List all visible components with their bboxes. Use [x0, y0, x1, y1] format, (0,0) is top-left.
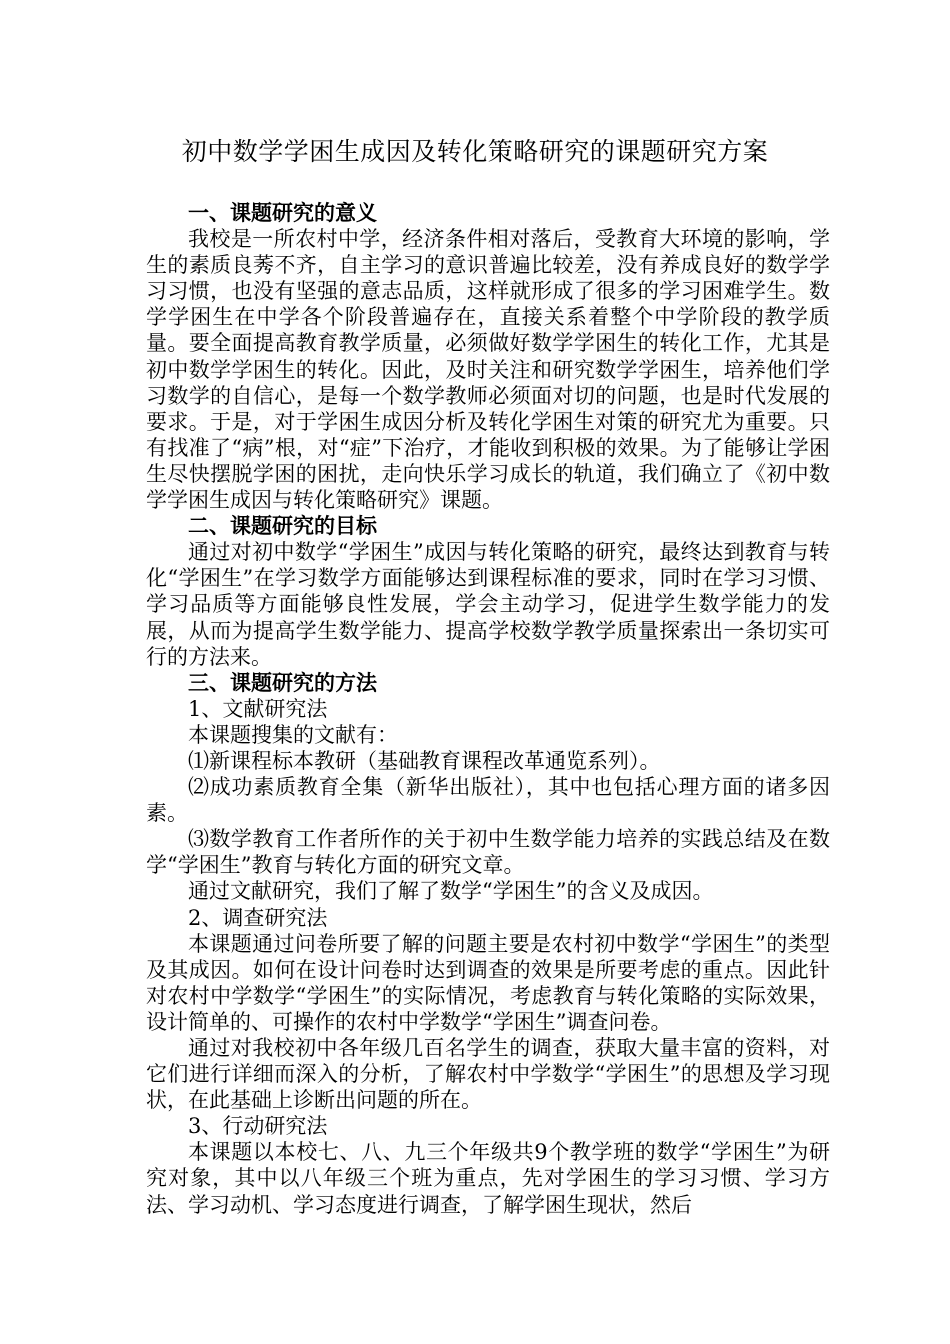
method-survey-title: 2、调查研究法	[188, 905, 328, 930]
paragraph-goals: 通过对初中数学“学困生”成因与转化策略的研究，最终达到教育与转化“学困生”在学习数学方面能够达到课程标准的要求，同时在学习习惯、学习品质等方面能够良性发展，学会主动学习，促进学生数学能力的发展，从而为提高学生数学能力、提高学校数学教学质量探索出一条切实可行的方法来。	[146, 540, 830, 669]
section-heading-significance: 一、课题研究的意义	[188, 200, 377, 225]
paragraph-action: 本课题以本校七、八、九三个年级共9个教学班的数学“学困生”为研究对象，其中以八年级三个班为重点，先对学困生的学习习惯、学习方法、学习动机、学习态度进行调查，了解学困生现状，然后	[146, 1140, 830, 1217]
paragraph-survey-1: 本课题通过问卷所要了解的问题主要是农村初中数学“学困生”的类型及其成因。如何在设计问卷时达到调查的效果是所要考虑的重点。因此针对农村中学数学“学困生”的实际情况，考虑教育与转化策略的实际效果，设计简单的、可操作的农村中学数学“学困生”调查问卷。	[146, 931, 830, 1034]
method-literature-title: 1、文献研究法	[188, 696, 328, 721]
section-heading-goals: 二、课题研究的目标	[188, 513, 377, 539]
section-heading-methods: 三、课题研究的方法	[188, 669, 377, 695]
literature-item-2: ⑵成功素质教育全集（新华出版社），其中也包括心理方面的诸多因素。	[146, 775, 830, 826]
literature-item-3: ⑶数学教育工作者所作的关于初中生数学能力培养的实践总结及在数学“学困生”教育与转化方面的研究文章。	[146, 827, 830, 878]
paragraph-literature-summary: 通过文献研究，我们了解了数学“学困生”的含义及成因。	[188, 879, 714, 904]
document-title: 初中数学学困生成因及转化策略研究的课题研究方案	[181, 137, 769, 166]
paragraph-survey-2: 通过对我校初中各年级几百名学生的调查，获取大量丰富的资料，对它们进行详细而深入的分析，了解农村中学数学“学困生”的思想及学习现状，在此基础上诊断出问题的所在。	[146, 1036, 830, 1113]
document-body	[146, 200, 830, 1218]
method-action-title: 3、行动研究法	[188, 1114, 328, 1139]
paragraph-significance: 我校是一所农村中学，经济条件相对落后，受教育大环境的影响，学生的素质良莠不齐，自主学习的意识普遍比较差，没有养成良好的数学学习习惯，也没有坚强的意志品质，这样就形成了很多的学习困难学生。数学学困生在中学各个阶段普遍存在，直接关系着整个中学阶段的教学质量。要全面提高教育教学质量，必须做好数学学困生的转化工作，尤其是初中数学学困生的转化。因此，及时关注和研究数学学困生，培养他们学习数学的自信心，是每一个数学教师必须面对切的问题，也是时代发展的要求。于是，对于学困生成因分析及转化学困生对策的研究尤为重要。只有找准了“病”根，对“症”下治疗，才能收到积极的效果。为了能够让学困生尽快摆脱学困的困扰，走向快乐学习成长的轨道，我们确立了《初中数学学困生成因与转化策略研究》课题。	[146, 227, 830, 513]
paragraph-literature-intro: 本课题搜集的文献有：	[188, 722, 398, 747]
literature-item-1: ⑴新课程标本教研（基础教育课程改革通览系列）。	[188, 748, 661, 773]
